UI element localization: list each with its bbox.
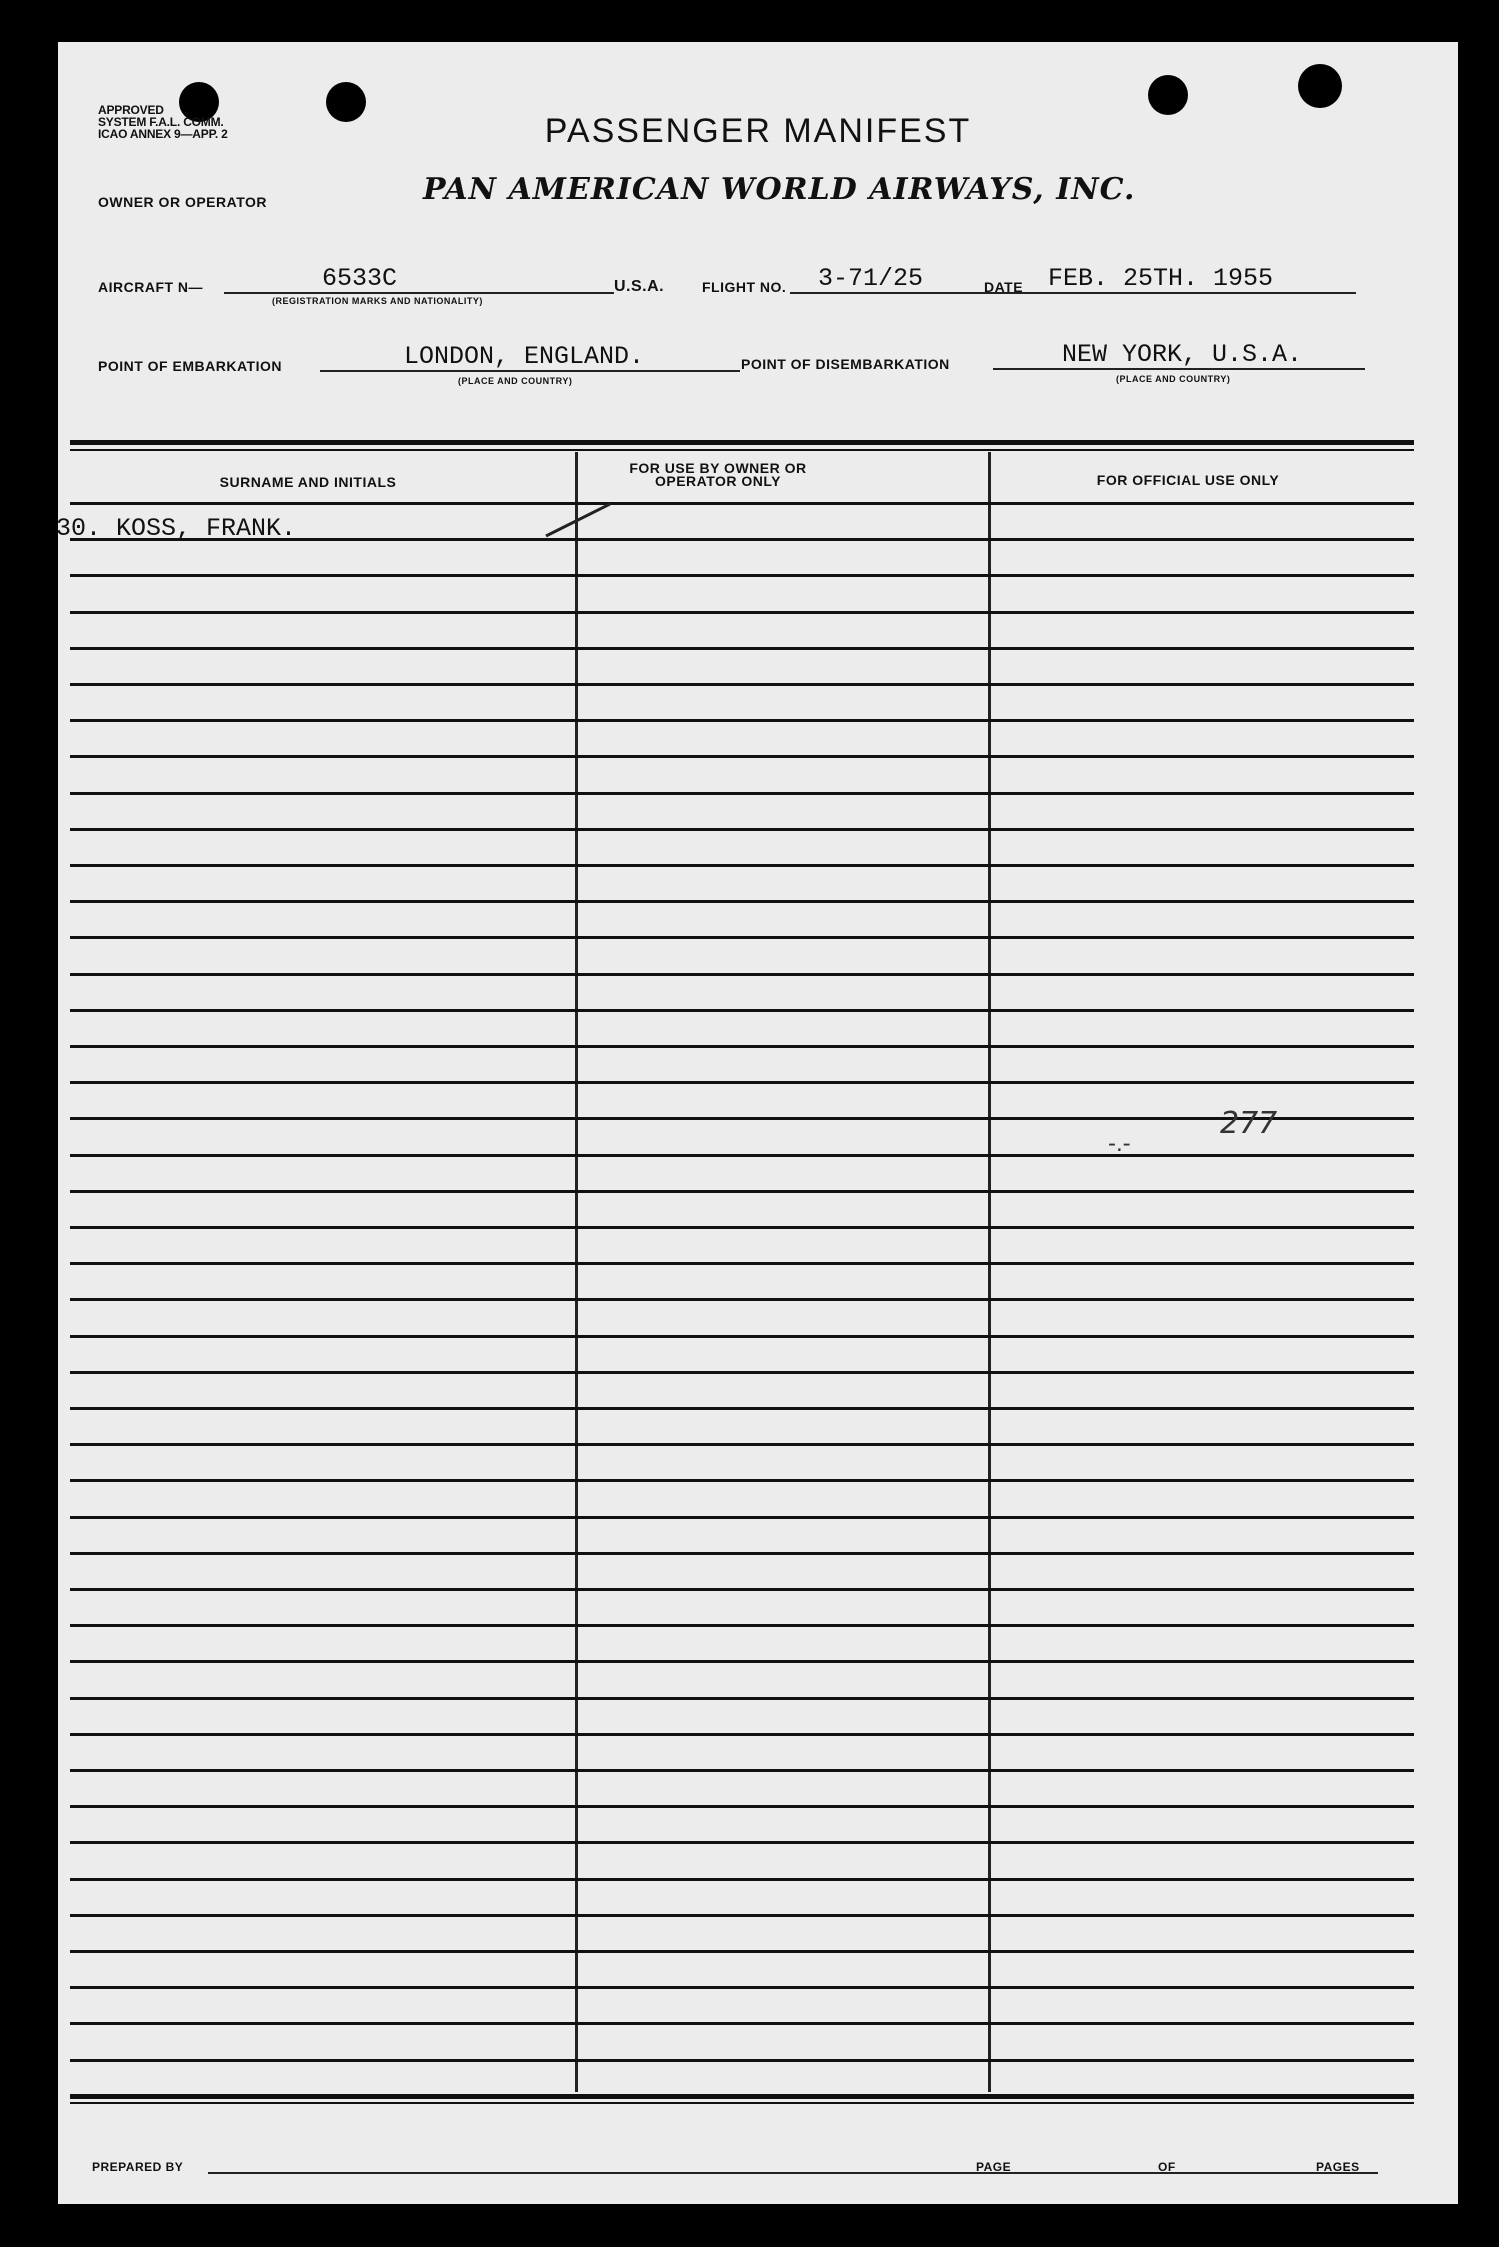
pages-label: PAGES (1316, 2160, 1360, 2174)
table-row-rule (70, 1479, 1414, 1482)
table-row-rule (70, 611, 1414, 614)
page-title: PASSENGER MANIFEST (544, 112, 972, 150)
table-row-rule (70, 1805, 1414, 1808)
check-mark (544, 500, 614, 540)
official-note: 277 (1220, 1106, 1278, 1141)
table-row-rule (70, 647, 1414, 650)
table-row-rule (70, 900, 1414, 903)
table-row-rule (70, 828, 1414, 831)
disembark-sublabel: (PLACE AND COUNTRY) (1116, 374, 1231, 384)
flight-value: 3-71/25 (818, 264, 924, 293)
official-mark: -.- (1108, 1130, 1131, 1157)
column-header-surname: SURNAME AND INITIALS (219, 474, 397, 490)
owner-value: PAN AMERICAN WORLD AIRWAYS, INC. (423, 172, 1136, 207)
embark-label: POINT OF EMBARKATION (98, 358, 282, 374)
table-row-rule (70, 1045, 1414, 1048)
table-row-rule (70, 1371, 1414, 1374)
table-row-rule (70, 1117, 1414, 1120)
approval-line: APPROVED (98, 103, 164, 117)
punch-hole (1298, 64, 1342, 108)
table-row-rule (70, 936, 1414, 939)
date-value: FEB. 25TH. 1955 (1048, 264, 1274, 293)
table-row-rule (70, 1190, 1414, 1193)
table-row-rule (70, 1154, 1414, 1157)
table-row-rule (70, 1624, 1414, 1627)
table-row-rule (70, 683, 1414, 686)
table-row-rule (70, 1407, 1414, 1410)
manifest-sheet (58, 42, 1458, 2204)
table-row-rule (70, 1226, 1414, 1229)
date-label: DATE (984, 279, 1024, 295)
of-label: OF (1158, 2160, 1176, 2174)
table-row-rule (70, 864, 1414, 867)
punch-hole (1148, 75, 1188, 115)
column-header-official-use: FOR OFFICIAL USE ONLY (1096, 472, 1280, 488)
table-row-rule (70, 792, 1414, 795)
embark-value: LONDON, ENGLAND. (404, 342, 645, 371)
table-row-rule (70, 1660, 1414, 1663)
table-row-rule (70, 574, 1414, 577)
owner-label: OWNER OR OPERATOR (98, 194, 267, 210)
flight-label: FLIGHT NO. (702, 279, 787, 295)
table-row-rule (70, 1516, 1414, 1519)
table-row-rule (70, 2059, 1414, 2062)
table-row-rule (70, 1298, 1414, 1301)
table-row-rule (70, 1588, 1414, 1591)
approval-line: SYSTEM F.A.L. COMM. (98, 115, 224, 129)
approval-line: ICAO ANNEX 9—APP. 2 (98, 127, 228, 141)
table-row-rule (70, 1262, 1414, 1265)
aircraft-value: 6533C (322, 264, 398, 293)
disembark-value: NEW YORK, U.S.A. (1062, 340, 1303, 369)
table-row-rule (70, 1878, 1414, 1881)
table-row-rule (70, 1081, 1414, 1084)
nationality: U.S.A. (614, 278, 665, 295)
passenger-name: 30. KOSS, FRANK. (56, 514, 297, 543)
table-row-rule (70, 1841, 1414, 1844)
table-row-rule (70, 502, 1414, 505)
table-row-rule (70, 1443, 1414, 1446)
page-label: PAGE (976, 2160, 1012, 2174)
disembark-label: POINT OF DISEMBARKATION (741, 356, 950, 372)
table-row-rule (70, 973, 1414, 976)
aircraft-label: AIRCRAFT N— (98, 279, 204, 295)
table-row-rule (70, 1335, 1414, 1338)
table-row-rule (70, 755, 1414, 758)
table-row-rule (70, 1769, 1414, 1772)
table-row-rule (70, 2022, 1414, 2025)
column-header-owner-use: FOR USE BY OWNER OR OPERATOR ONLY (629, 460, 807, 489)
aircraft-sublabel: (REGISTRATION MARKS AND NATIONALITY) (272, 296, 483, 306)
table-row-rule (70, 1733, 1414, 1736)
table-row-rule (70, 1009, 1414, 1012)
table-row-rule (70, 1552, 1414, 1555)
table-row-rule (70, 1697, 1414, 1700)
prepared-by-label: PREPARED BY (92, 2160, 184, 2174)
table-row-rule (70, 1950, 1414, 1953)
table-row-rule (70, 719, 1414, 722)
embark-sublabel: (PLACE AND COUNTRY) (458, 376, 573, 386)
table-row-rule (70, 1914, 1414, 1917)
table-row-rule (70, 1986, 1414, 1989)
